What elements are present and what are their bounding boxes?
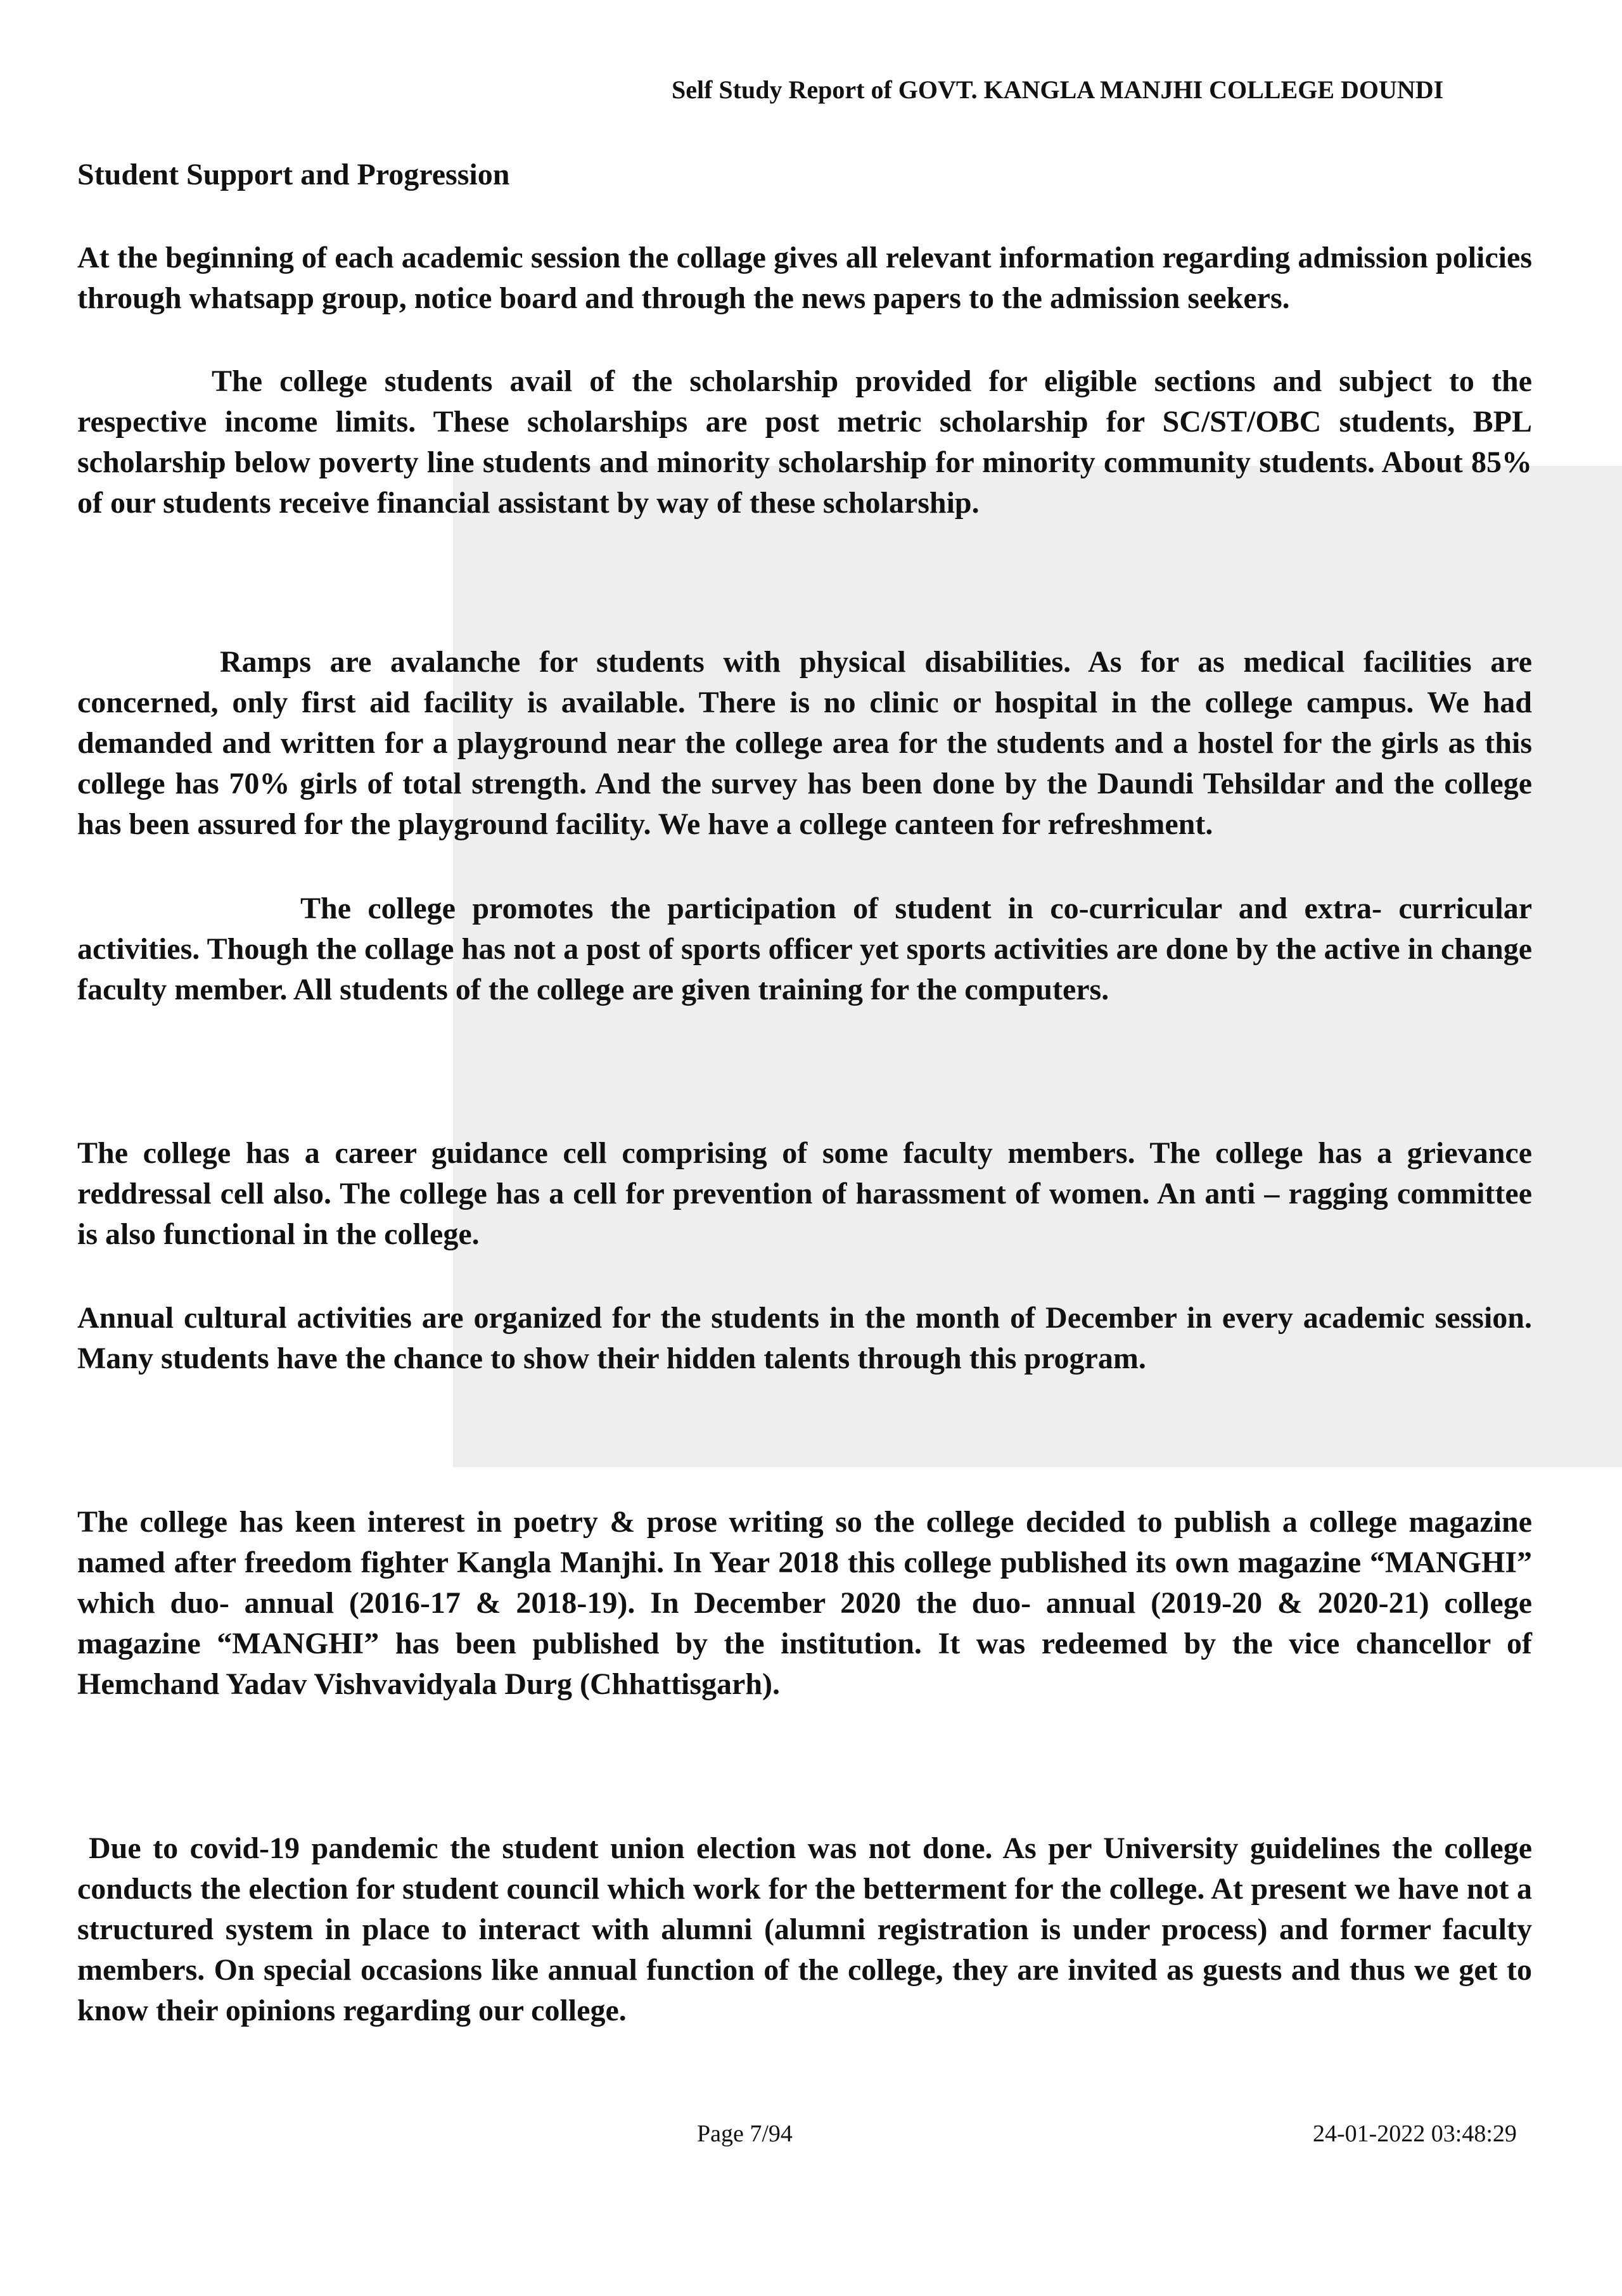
paragraph-scholarship: The college students avail of the scholarship provided for eligible sections and subject to the respective income limits. These scholarships are post metric scholarship for SC/ST/OBC students, BPL scholarship below poverty line students and minority scholarship for minority community students. About 85% of our students receive financial assistant by way of these scholarship.	[77, 364, 1532, 520]
paragraph-cultural: Annual cultural activities are organized for the students in the month of December in every academic session. Many students have the chance to show their hidden talents through this program.	[77, 1301, 1532, 1375]
paragraph-co-curricular: The college promotes the participation of student in co-curricular and extra- curricular activities. Though the collage has not a post of sports officer yet sports activities are done by the active in change faculty member. All students of the college are given training for the computers.	[77, 892, 1532, 1006]
paragraph-magazine: The college has keen interest in poetry & prose writing so the college decided to publish a college magazine named after freedom fighter Kangla Manjhi. In Year 2018 this college published its own magazine “MANGHI” which duo- annual (2016-17 & 2018-19). In December 2020 the duo- annual (2019-20 & 2020-21) college magazine “MANGHI” has been published by the institution. It was redeemed by the vice chancellor of Hemchand Yadav Vishvavidyala Durg (Chhattisgarh).	[77, 1505, 1532, 1701]
paragraph-cells: The college has a career guidance cell comprising of some faculty members. The college has a grievance reddressal cell also. The college has a cell for prevention of harassment of women. An anti – ragging committee is also functional in the college.	[77, 1136, 1532, 1251]
page-number: Page 7/94	[697, 2120, 793, 2147]
section-title: Student Support and Progression	[77, 158, 510, 191]
report-header: Self Study Report of GOVT. KANGLA MANJHI COLLEGE DOUNDI	[672, 75, 1444, 104]
paragraph-student-union: Due to covid-19 pandemic the student union election was not done. As per University guidelines the college conducts the election for student council which work for the betterment for the college. At present we have not a structured system in place to interact with alumni (alumni registration is under process) and former faculty members. On special occasions like annual function of the college, they are invited as guests and thus we get to know their opinions regarding our college.	[77, 1831, 1532, 2027]
paragraph-facilities: Ramps are avalanche for students with physical disabilities. As for as medical facilities are concerned, only first aid facility is available. There is no clinic or hospital in the college campus. We had demanded and written for a playground near the college area for the students and a hostel for the girls as this college has 70% girls of total strength. And the survey has been done by the Daundi Tehsildar and the college has been assured for the playground facility. We have a college canteen for refreshment.	[77, 645, 1532, 841]
paragraph-admission-info: At the beginning of each academic session the collage gives all relevant information regarding admission policies through whatsapp group, notice board and through the news papers to the admission seekers.	[77, 241, 1532, 315]
footer-timestamp: 24-01-2022 03:48:29	[1313, 2120, 1517, 2147]
